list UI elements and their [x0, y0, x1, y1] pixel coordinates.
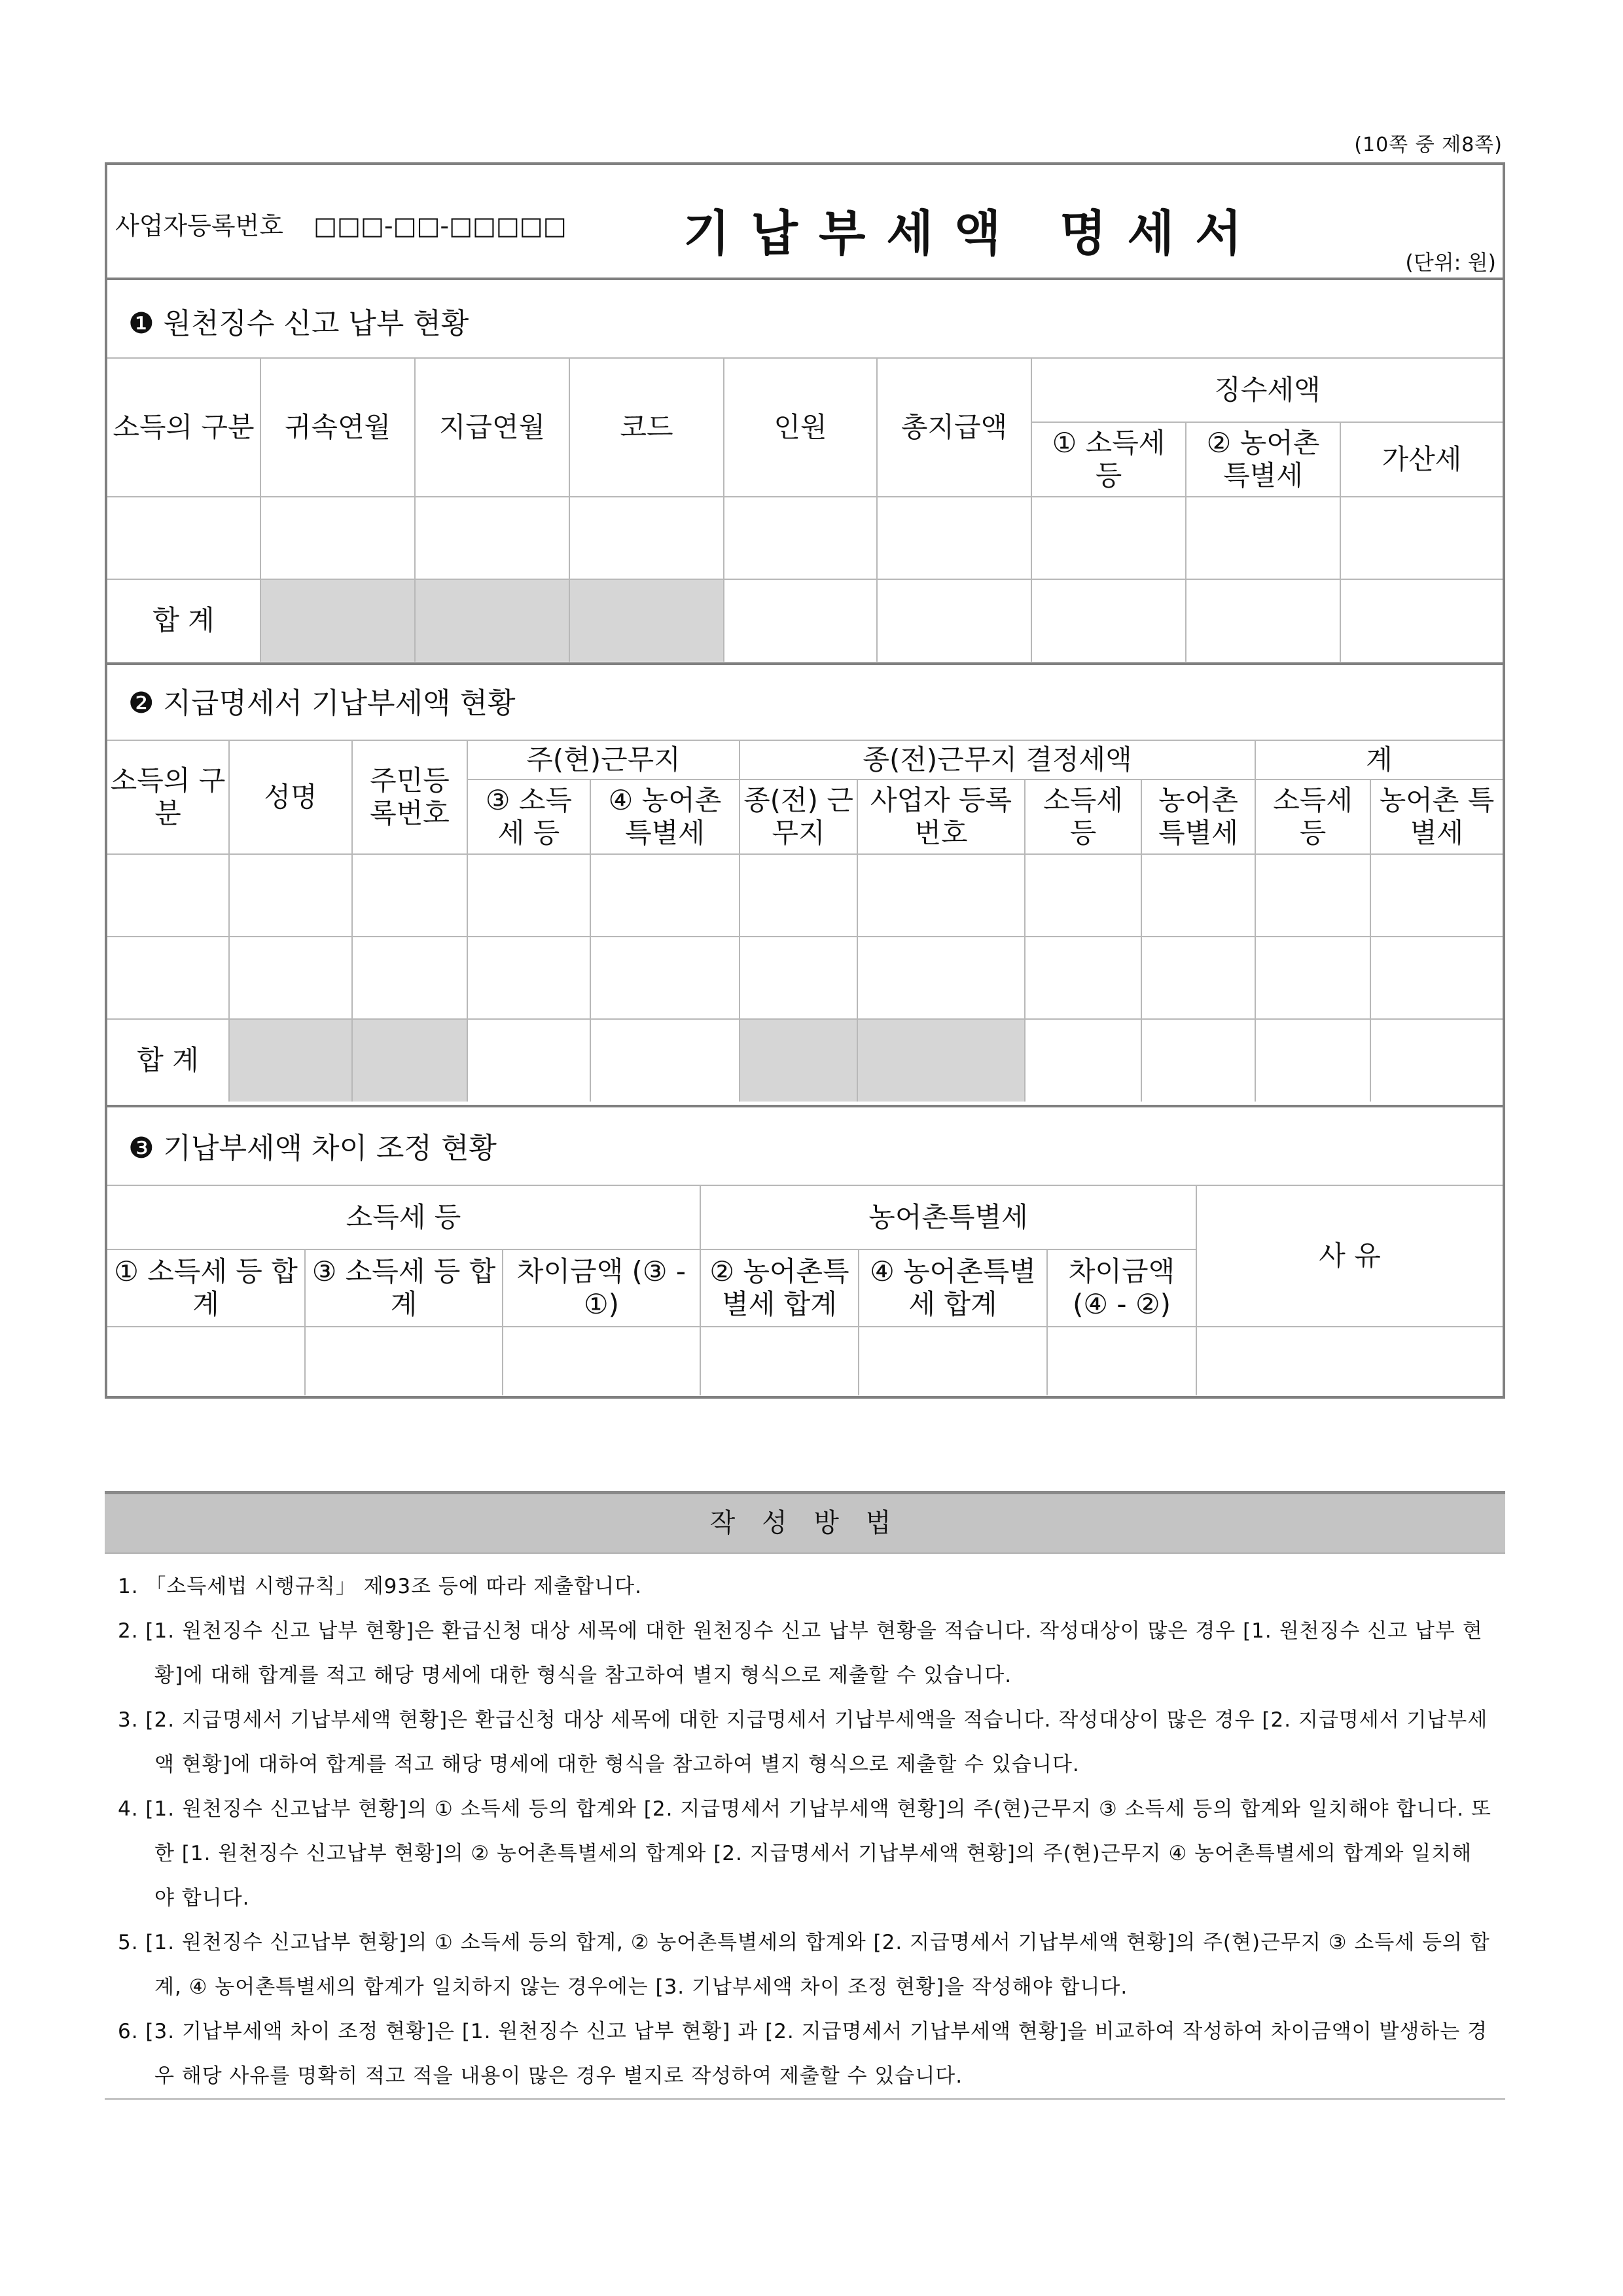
input-cell[interactable]	[1186, 579, 1340, 662]
input-cell[interactable]	[415, 497, 569, 579]
input-cell[interactable]	[107, 1327, 305, 1395]
shaded-cell	[857, 1019, 1025, 1102]
input-cell[interactable]	[107, 497, 260, 579]
input-cell[interactable]	[1370, 1019, 1503, 1102]
shaded-cell	[229, 1019, 352, 1102]
input-cell[interactable]	[1141, 854, 1255, 937]
bottom-divider	[105, 2098, 1505, 2100]
unit-label: (단위: 원)	[1405, 250, 1496, 275]
input-cell[interactable]	[1025, 854, 1141, 937]
s1-col-tax-group: 징수세액	[1031, 358, 1503, 422]
shaded-cell	[352, 1019, 467, 1102]
input-cell[interactable]	[1196, 1327, 1503, 1395]
s1-col-belong-month: 귀속연월	[260, 358, 415, 497]
s2-col-rrn: 주민등 록번호	[352, 740, 467, 854]
input-cell[interactable]	[1031, 497, 1186, 579]
shaded-cell	[569, 579, 724, 662]
s3-group-rural: 농어촌특별세	[700, 1185, 1196, 1249]
input-cell[interactable]	[857, 937, 1025, 1019]
input-cell[interactable]	[1370, 854, 1503, 937]
instruction-item: 3. [2. 지급명세서 기납부세액 현황]은 환급신청 대상 세목에 대한 지급명세서 기납부세액을 적습니다. 작성대상이 많은 경우 [2. 지급명세서 기납부세액 현황]에 대하여 합계를 적고 해당 명세에 대한 형식을 참고하여 별지 형식으로 제출할 수 있습니다.	[118, 1708, 1488, 1776]
s3-col-rural4: ④ 농어촌특별 세 합계	[859, 1249, 1047, 1327]
input-cell[interactable]	[467, 1019, 590, 1102]
s1-col-persons: 인원	[724, 358, 877, 497]
instruction-item: 1. 「소득세법 시행규칙」 제93조 등에 따라 제출합니다.	[118, 1575, 642, 1598]
s1-col-code: 코드	[569, 358, 724, 497]
section3-title: ❸ 기납부세액 차이 조정 현황	[128, 1132, 497, 1165]
total-row	[107, 579, 1503, 662]
page-indicator: (10쪽 중 제8쪽)	[1354, 134, 1503, 156]
input-cell[interactable]	[1141, 937, 1255, 1019]
input-cell[interactable]	[700, 1327, 859, 1395]
input-cell[interactable]	[590, 1019, 740, 1102]
regno-boxes[interactable]: □□□-□□-□□□□□	[313, 211, 567, 240]
section1-table	[107, 357, 1503, 662]
input-cell[interactable]	[305, 1327, 503, 1395]
input-cell[interactable]	[1340, 497, 1503, 579]
s2-col-sum-rural: 농어촌 특별세	[1370, 780, 1503, 854]
form-title: 기납부세액 명세서	[683, 206, 1263, 262]
s2-col-prev-regno: 사업자 등록번호	[857, 780, 1025, 854]
input-cell[interactable]	[467, 937, 590, 1019]
input-cell[interactable]	[1340, 579, 1503, 662]
s2-col-name: 성명	[229, 740, 352, 854]
s2-col-prev-rural: 농어촌 특별세	[1141, 780, 1255, 854]
s3-col-rural2: ② 농어촌특 별세 합계	[700, 1249, 859, 1327]
input-cell[interactable]	[1031, 579, 1186, 662]
s2-col-sum-income: 소득세 등	[1255, 780, 1370, 854]
divider	[107, 278, 1503, 280]
input-cell[interactable]	[877, 579, 1031, 662]
input-cell[interactable]	[107, 937, 229, 1019]
s2-total-label: 합 계	[107, 1019, 229, 1102]
instruction-item: 4. [1. 원천징수 신고납부 현황]의 ① 소득세 등의 합계와 [2. 지급명세서 기납부세액 현황]의 주(현)근무지 ③ 소득세 등의 합계와 일치해야 합니다. 또한 [1. 원천징수 신고납부 현황]의 ② 농어촌특별세의 합계와 [2. 지급명세서 기납부세액 현황]의 주(현)근무지 ④ 농어촌특별세의 합계와 일치해야 합니다.	[118, 1797, 1491, 1910]
s1-col-rural-tax: ② 농어촌 특별세	[1186, 422, 1340, 497]
input-cell[interactable]	[590, 854, 740, 937]
s2-col-prev-workplace: 종(전) 근무지	[740, 780, 857, 854]
s2-col-current-rural: ④ 농어촌 특별세	[590, 780, 740, 854]
input-cell[interactable]	[260, 497, 415, 579]
input-cell[interactable]	[857, 854, 1025, 937]
input-cell[interactable]	[1370, 937, 1503, 1019]
input-cell[interactable]	[229, 937, 352, 1019]
s2-col-income-type: 소득의 구분	[107, 740, 229, 854]
input-cell[interactable]	[724, 497, 877, 579]
section2-table	[107, 740, 1503, 1102]
input-cell[interactable]	[1255, 854, 1370, 937]
input-cell[interactable]	[859, 1327, 1047, 1395]
s2-col-sum-group: 계	[1255, 740, 1503, 780]
input-cell[interactable]	[467, 854, 590, 937]
input-cell[interactable]	[352, 937, 467, 1019]
s2-col-current-group: 주(현)근무지	[467, 740, 740, 780]
table-row	[107, 1327, 1503, 1395]
divider	[107, 662, 1503, 665]
s3-col-reason: 사 유	[1196, 1185, 1503, 1327]
input-cell[interactable]	[229, 854, 352, 937]
s1-col-income-type: 소득의 구분	[107, 358, 260, 497]
input-cell[interactable]	[1255, 937, 1370, 1019]
shaded-cell	[740, 1019, 857, 1102]
section3-table	[107, 1185, 1503, 1395]
shaded-cell	[260, 579, 415, 662]
instruction-item: 2. [1. 원천징수 신고 납부 현황]은 환급신청 대상 세목에 대한 원천징수 신고 납부 현황을 적습니다. 작성대상이 많은 경우 [1. 원천징수 신고 납부 현황]에 대해 합계를 적고 해당 명세에 대한 형식을 참고하여 별지 형식으로 제출할 수 있습니다.	[118, 1619, 1483, 1687]
s3-col-income3: ③ 소득세 등 합계	[305, 1249, 503, 1327]
input-cell[interactable]	[740, 937, 857, 1019]
instruction-item: 6. [3. 기납부세액 차이 조정 현황]은 [1. 원천징수 신고 납부 현황] 과 [2. 지급명세서 기납부세액 현황]을 비교하여 작성하여 차이금액이 발생하는 경우 해당 사유를 명확히 적고 적을 내용이 많은 경우 별지로 작성하여 제출할 수 있습니다.	[118, 2020, 1488, 2088]
s3-group-income: 소득세 등	[107, 1185, 700, 1249]
business-registration-number	[115, 206, 567, 242]
input-cell[interactable]	[107, 854, 229, 937]
instructions-heading: 작 성 방 법	[105, 1491, 1505, 1554]
input-cell[interactable]	[1047, 1327, 1196, 1395]
s2-col-current-income: ③ 소득 세 등	[467, 780, 590, 854]
input-cell[interactable]	[590, 937, 740, 1019]
total-row	[107, 1019, 1503, 1102]
s2-col-prev-income: 소득세 등	[1025, 780, 1141, 854]
s2-col-prev-group: 종(전)근무지 결정세액	[740, 740, 1255, 780]
s3-col-income1: ① 소득세 등 합계	[107, 1249, 305, 1327]
s3-col-income-diff: 차이금액 (③ - ①)	[503, 1249, 700, 1327]
input-cell[interactable]	[1255, 1019, 1370, 1102]
s3-col-rural-diff: 차이금액 (④ - ②)	[1047, 1249, 1196, 1327]
tax-form	[105, 162, 1505, 1399]
instruction-item: 5. [1. 원천징수 신고납부 현황]의 ① 소득세 등의 합계, ② 농어촌특별세의 합계와 [2. 지급명세서 기납부세액 현황]의 주(현)근무지 ③ 소득세 등의 합계, ④ 농어촌특별세의 합계가 일치하지 않는 경우에는 [3. 기납부세액 차이 조정 현황]을 작성해야 합니다.	[118, 1931, 1490, 1999]
input-cell[interactable]	[877, 497, 1031, 579]
s1-col-total-pay: 총지급액	[877, 358, 1031, 497]
input-cell[interactable]	[724, 579, 877, 662]
section2-title: ❷ 지급명세서 기납부세액 현황	[128, 687, 516, 720]
s1-total-label: 합 계	[107, 579, 260, 662]
shaded-cell	[415, 579, 569, 662]
input-cell[interactable]	[740, 854, 857, 937]
input-cell[interactable]	[1141, 1019, 1255, 1102]
table-row	[107, 854, 1503, 937]
table-row	[107, 497, 1503, 579]
table-row	[107, 937, 1503, 1019]
input-cell[interactable]	[1025, 1019, 1141, 1102]
input-cell[interactable]	[1186, 497, 1340, 579]
s1-col-income-tax: ① 소득세 등	[1031, 422, 1186, 497]
s1-col-penalty: 가산세	[1340, 422, 1503, 497]
input-cell[interactable]	[1025, 937, 1141, 1019]
input-cell[interactable]	[569, 497, 724, 579]
divider	[107, 1105, 1503, 1107]
section1-title: ❶ 원천징수 신고 납부 현황	[128, 307, 469, 340]
s1-col-pay-month: 지급연월	[415, 358, 569, 497]
input-cell[interactable]	[352, 854, 467, 937]
input-cell[interactable]	[503, 1327, 700, 1395]
instructions-list	[118, 1564, 1492, 2098]
regno-label: 사업자등록번호	[115, 211, 283, 240]
